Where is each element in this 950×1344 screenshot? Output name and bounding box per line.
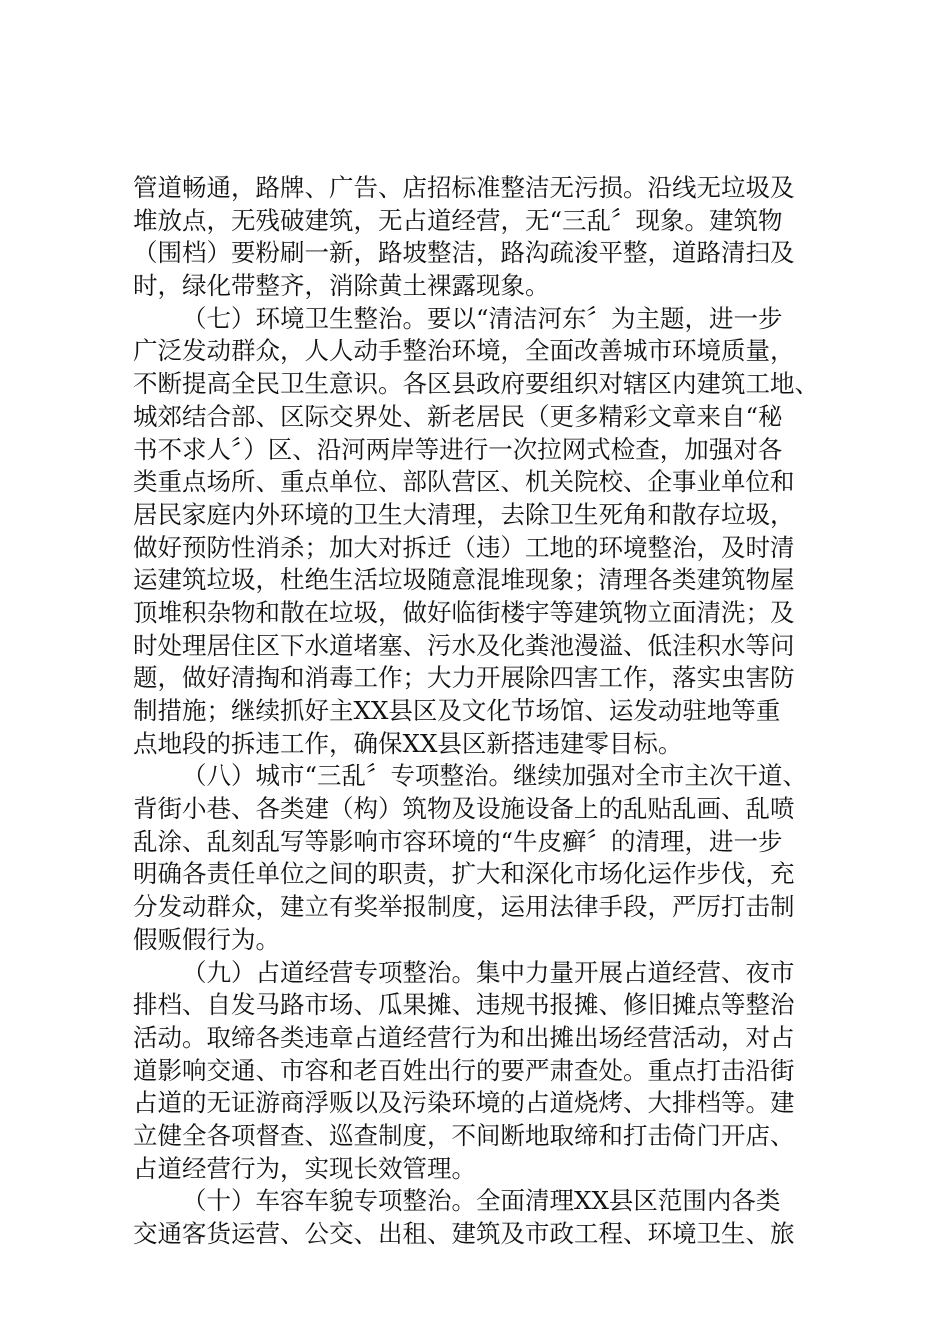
text-line: 占道经营行为，实现长效管理。 (133, 1153, 476, 1183)
text-line: 类重点场所、重点单位、部队营区、机关院校、企事业单位和 (133, 467, 795, 497)
text-line: 假贩假行为。 (133, 924, 280, 954)
paragraph-first-line: （七）环境卫生整治。要以“清洁河东〞为主题，进一步 (182, 303, 783, 333)
paragraph-first-line: （十）车容车貌专项整治。全面清理XX县区范围内各类 (182, 1186, 781, 1216)
text-line: 居民家庭内外环境的卫生大清理，去除卫生死角和散存垃圾， (133, 499, 795, 529)
text-line: 做好预防性消杀；加大对拆迁（违）工地的环境整治，及时清 (133, 532, 795, 562)
paragraph-first-line: （九）占道经营专项整治。集中力量开展占道经营、夜市 (182, 957, 795, 987)
text-line: 广泛发动群众，人人动手整治环境，全面改善城市环境质量， (133, 336, 795, 366)
text-line: 堆放点，无残破建筑，无占道经营，无“三乱〞现象。建筑物 (133, 205, 783, 235)
text-line: 活动。取缔各类违章占道经营行为和出摊出场经营活动，对占 (133, 1022, 795, 1052)
text-line: 运建筑垃圾，杜绝生活垃圾随意混堆现象；清理各类建筑物屋 (133, 565, 795, 595)
text-line: 明确各责任单位之间的职责，扩大和深化市场化运作步伐，充 (133, 859, 795, 889)
text-line: 顶堆积杂物和散在垃圾，做好临街楼宇等建筑物立面清洗；及 (133, 597, 795, 627)
text-line: 立健全各项督查、巡查制度，不间断地取缔和打击倚门开店、 (133, 1120, 795, 1150)
text-line: 点地段的拆违工作，确保XX县区新搭违建零目标。 (133, 728, 683, 758)
text-line: 交通客货运营、公交、出租、建筑及市政工程、环境卫生、旅 (133, 1219, 795, 1248)
text-line: 占道的无证游商浮贩以及污染环境的占道烧烤、大排档等。建 (133, 1088, 795, 1118)
text-line: 城郊结合部、区际交界处、新老居民（更多精彩文章来自“秘 (133, 401, 783, 431)
text-line: 管道畅通，路牌、广告、店招标准整洁无污损。沿线无垃圾及 (133, 173, 795, 202)
text-line: 不断提高全民卫生意识。各区县政府要组织对辖区内建筑工地、 (133, 369, 819, 399)
text-line: 道影响交通、市容和老百姓出行的要严肃查处。重点打击沿街 (133, 1055, 795, 1085)
text-line: （围档）要粉刷一新，路坡整洁，路沟疏浚平整，道路清扫及 (133, 238, 795, 268)
text-line: 题，做好清掏和消毒工作；大力开展除四害工作，落实虫害防 (133, 663, 795, 693)
text-line: 乱涂、乱刻乱写等影响市容环境的“牛皮癣〞的清理，进一步 (133, 826, 783, 856)
body-text (133, 172, 833, 1251)
text-line: 时，绿化带整齐，消除黄土裸露现象。 (133, 271, 550, 301)
text-line: 排档、自发马路市场、瓜果摊、违规书报摊、修旧摊点等整治 (133, 990, 795, 1020)
text-line: 分发动群众，建立有奖举报制度，运用法律手段，严厉打击制 (133, 892, 795, 922)
text-line: 书不求人〞）区、沿河两岸等进行一次拉网式检查，加强对各 (133, 434, 783, 464)
text-line: 背街小巷、各类建（构）筑物及设施设备上的乱贴乱画、乱喷 (133, 794, 795, 824)
paragraph-first-line: （八）城市“三乱〞专项整治。继续加强对全市主次干道、 (182, 761, 808, 791)
text-line: 制措施；继续抓好主XX县区及文化节场馆、运发动驻地等重 (133, 696, 781, 725)
text-line: 时处理居住区下水道堵塞、污水及化粪池漫溢、低洼积水等问 (133, 630, 795, 660)
